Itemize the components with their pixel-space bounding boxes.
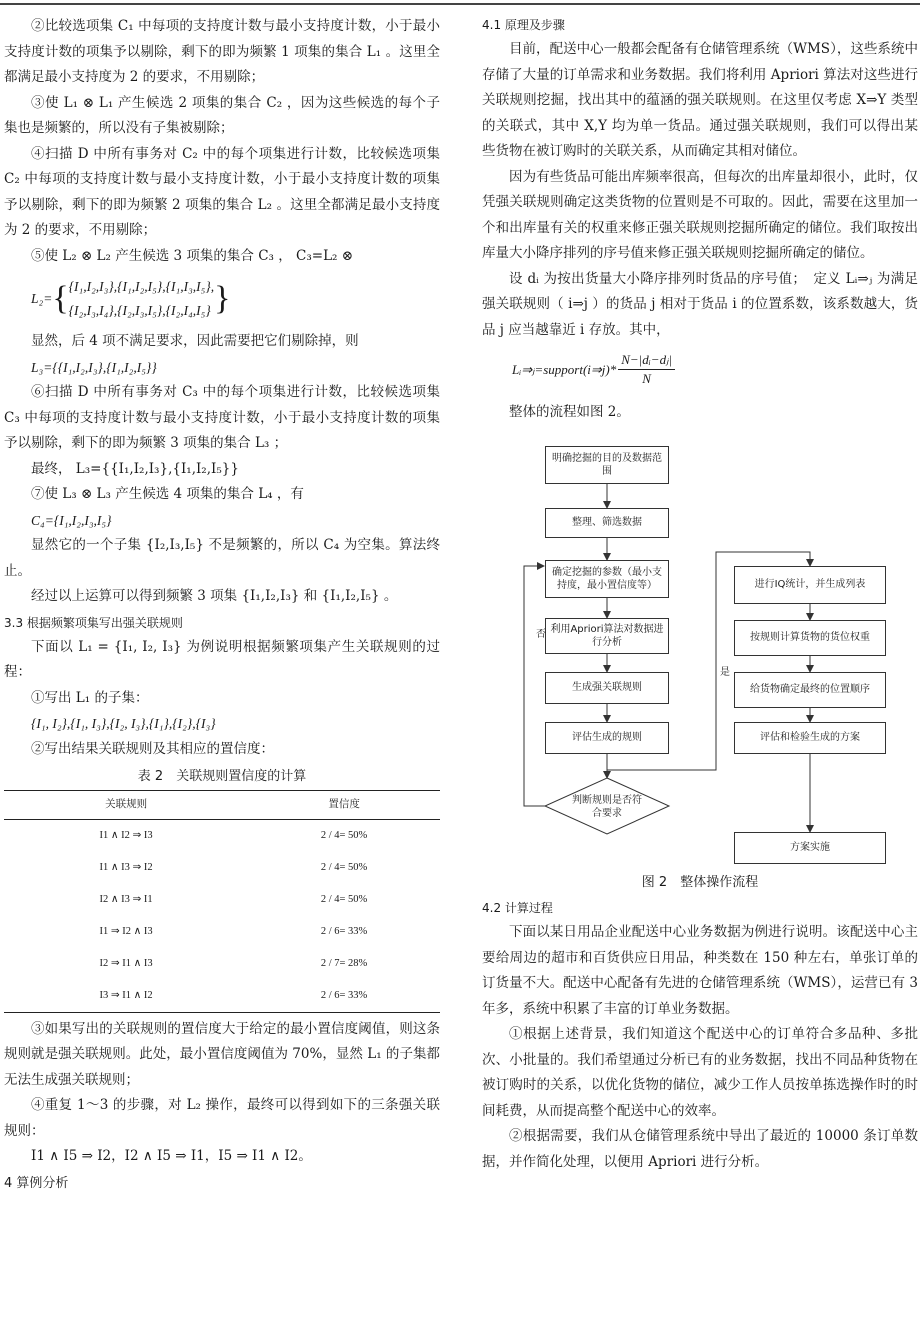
definition-paragraph: 设 dᵢ 为按出货量大小降序排列时货品的序号值； 定义 Lᵢ⇒ⱼ 为满足强关联规则（ i⇒j ）的货品 j 相对于货品 i 的位置系数，该系数越大，货品 j 应当越靠近 i 存放。其中， bbox=[482, 270, 918, 338]
confidence-cell: 2 / 4= 50% bbox=[320, 861, 368, 873]
page-top-rule bbox=[0, 3, 920, 5]
c4-equation: C₄={I₁,I₂,I₃,I₅} bbox=[31, 512, 112, 528]
flow-box-apriori: 利用Apriori算法对数据进行分析 bbox=[545, 618, 669, 654]
l3-equation: L₃={{I₁,I₂,I₃},{I₁,I₂,I₅}} bbox=[31, 359, 157, 375]
flow-box-implement: 方案实施 bbox=[734, 832, 886, 864]
no-label: 否 bbox=[536, 628, 546, 640]
table-row bbox=[4, 819, 440, 852]
flow-box-iq-stats: 进行IQ统计，并生成列表 bbox=[734, 566, 886, 604]
company-paragraph: 下面以某日用品企业配送中心业务数据为例进行说明。该配送中心主要给周边的超市和百货供应日用品，种类数在 150 种左右，单张订单的订货量不大。配送中心配备有先进的仓储管理系统（WMS），运营已有 3 年多，系统中积累了丰富的订单业务数据。 bbox=[482, 924, 918, 1017]
intro-paragraph: 下面以 L₁ = {I₁, I₂, I₃} 为例说明根据频繁项集产生关联规则的过程： bbox=[4, 638, 440, 680]
table-row bbox=[4, 916, 440, 948]
step-3-paragraph: ③使 L₁ ⊗ L₁ 产生候选 2 项集的集合 C₂ ，因为这些候选的每个子集也是频繁的，所以没有子集被剔除； bbox=[4, 94, 440, 136]
final-paragraph: 最终， L₃={{I₁,I₂,I₃},{I₁,I₂,I₅}} bbox=[31, 460, 239, 477]
confidence-step-paragraph: ②写出结果关联规则及其相应的置信度： bbox=[31, 740, 274, 757]
confidence-cell: 2 / 4= 50% bbox=[320, 829, 368, 841]
empty-set-paragraph: 显然它的一个子集 {I₂,I₃,I₅} 不是频繁的，所以 C₄ 为空集。算法终止。 bbox=[4, 537, 440, 579]
weight-paragraph: 因为有些货品可能出库频率很高，但每次的出库量却很小，此时，仅凭强关联规则确定这类货物的位置则是不可取的。因此，需要在这里加一个和出库量有关的权重来修正强关联规则挖掘所确定的储位。我们取按出库量大小降序排列的序号值来修正强关联规则挖掘所确定的储位。 bbox=[482, 168, 918, 261]
rule-cell: I2 ⇒ I1 ∧ I3 bbox=[99, 957, 153, 969]
step-4-paragraph: ④扫描 D 中所有事务对 C₂ 中的每个项集进行计数，比较候选项集 C₂ 中每项的支持度计数与最小支持度计数，小于最小支持度计数的项集予以剔除，剩下的即为频繁 2 项集的集合 L₂ 。这里全都满足最小支持度为 2 的要求，不用剔除； bbox=[4, 145, 440, 238]
confidence-cell: 2 / 4= 50% bbox=[320, 893, 368, 905]
repeat-paragraph: ④重复 1～3 的步骤，对 L₂ 操作，最终可以得到如下的三条强关联规则： bbox=[4, 1097, 440, 1139]
l2-row-1: {I₁,I₂,I₃},{I₁,I₂,I₅},{I₁,I₃,I₅}, bbox=[68, 279, 215, 294]
remove-paragraph: 显然，后 4 项不满足要求，因此需要把它们剔除掉，则 bbox=[31, 333, 359, 349]
formula-denominator: N bbox=[642, 371, 651, 386]
table-row bbox=[4, 980, 440, 1013]
l2-row-2: {I₂,I₃,I₄},{I₂,I₃,I₅},{I₂,I₄,I₅} bbox=[68, 303, 211, 318]
result-paragraph: 经过以上运算可以得到频繁 3 项集 {I₁,I₂,I₃} 和 {I₁,I₂,I₅} 。 bbox=[31, 588, 398, 604]
flow-box-goal: 明确挖掘的目的及数据范围 bbox=[545, 446, 669, 484]
left-column bbox=[4, 14, 440, 1195]
wms-paragraph: 目前，配送中心一般都会配备有仓储管理系统（WMS），这些系统中存储了大量的订单需求和业务数据。我们将利用 Apriori 算法对这些进行关联规则挖掘，找出其中的蕴涵的强关联规则。在这里仅考虑 X⇒Y 类型的关联式，其中 X,Y 均为单一货品。通过强关联规则，我们可以得出某些货物在被订购时的关联关系，从而确定其相对储位。 bbox=[482, 41, 918, 159]
flow-box-parameters: 确定挖掘的参数（最小支持度，最小置信度等） bbox=[545, 560, 669, 598]
flow-box-evaluate-rules: 评估生成的规则 bbox=[545, 722, 669, 754]
section-4-heading: 4 算例分析 bbox=[4, 1175, 69, 1191]
table-row bbox=[4, 884, 440, 916]
confidence-table bbox=[4, 790, 440, 1013]
section-4-2-heading: 4.2 计算过程 bbox=[482, 901, 553, 915]
flow-box-evaluate-plan: 评估和检验生成的方案 bbox=[734, 722, 886, 754]
formula-fraction bbox=[618, 351, 675, 388]
figure-caption: 图 2 整体操作流程 bbox=[641, 874, 759, 890]
table-header-0: 关联规则 bbox=[4, 790, 248, 819]
yes-label: 是 bbox=[720, 666, 730, 678]
step-7-paragraph: ⑦使 L₃ ⊗ L₃ 产生候选 4 项集的集合 L₄ ，有 bbox=[31, 486, 304, 502]
step-6-paragraph: ⑥扫描 D 中所有事务对 C₃ 中的每个项集进行计数，比较候选项集 C₃ 中每项的支持度计数与最小支持度计数，小于最小支持度计数的项集予以剔除，剩下的即为频繁 3 项集的集合 L₃ ； bbox=[4, 384, 440, 451]
left-brace: { bbox=[52, 280, 69, 317]
rule-cell: I1 ⇒ I2 ∧ I3 bbox=[99, 925, 153, 937]
formula-numerator: N−|dᵢ−dⱼ| bbox=[618, 351, 675, 370]
table-row bbox=[4, 948, 440, 980]
confidence-cell: 2 / 6= 33% bbox=[320, 925, 368, 937]
flow-box-strong-rules: 生成强关联规则 bbox=[545, 672, 669, 704]
section-3-3-heading: 3.3 根据频繁项集写出强关联规则 bbox=[4, 615, 183, 630]
subset-step-paragraph: ①写出 L₁ 的子集： bbox=[31, 689, 149, 706]
right-column bbox=[482, 14, 918, 1175]
threshold-paragraph: ③如果写出的关联规则的置信度大于给定的最小置信度阈值，则这条规则就是强关联规则。此处，最小置信度阈值为 70%，显然 L₁ 的子集都无法生成强关联规则； bbox=[4, 1020, 440, 1088]
step-5-paragraph: ⑤使 L₂ ⊗ L₂ 产生候选 3 项集的集合 C₃ ， C₃=L₂ ⊗ bbox=[31, 247, 354, 264]
flowchart bbox=[482, 428, 918, 868]
rule-cell: I3 ⇒ I1 ∧ I2 bbox=[4, 980, 248, 1013]
table-row bbox=[4, 852, 440, 884]
decision-label: 判断规则是否符合要求 bbox=[572, 794, 642, 819]
step-2-paragraph: ②比较选项集 C₁ 中每项的支持度计数与最小支持度计数，小于最小支持度计数的项集予以剔除，剩下的即为频繁 1 项集的集合 L₁ 。这里全都满足最小支持度为 2 的要求，不用剔除； bbox=[4, 18, 440, 85]
rule-cell: I1 ∧ I2 ⇒ I3 bbox=[99, 829, 153, 841]
strong-rules-line: I1 ∧ I5 ⇒ I2，I2 ∧ I5 ⇒ I1，I5 ⇒ I1 ∧ I2。 bbox=[31, 1148, 312, 1164]
position-coefficient-formula bbox=[482, 351, 918, 388]
formula-lhs: Lᵢ⇒ⱼ=support(i⇒j)* bbox=[512, 361, 617, 377]
flow-intro-paragraph: 整体的流程如图 2。 bbox=[509, 404, 630, 420]
subsets-equation: {I₁, I₂},{I₁, I₃},{I₂, I₃},{I₁},{I₂},{I₃} bbox=[31, 716, 216, 731]
confidence-cell: 2 / 7= 28% bbox=[320, 957, 368, 969]
l2-rows bbox=[69, 275, 214, 323]
table-caption: 表 2 关联规则置信度的计算 bbox=[137, 769, 307, 784]
section-4-1-heading: 4.1 原理及步骤 bbox=[482, 18, 565, 32]
table-header-1: 置信度 bbox=[248, 790, 440, 819]
l2-equation bbox=[4, 275, 440, 323]
flow-box-weight: 按规则计算货物的货位权重 bbox=[734, 620, 886, 656]
export-paragraph: ②根据需要，我们从仓储管理系统中导出了最近的 10000 条订单数据，并作简化处理，以便用 Apriori 进行分析。 bbox=[482, 1128, 918, 1170]
flow-box-position-order: 给货物确定最终的位置顺序 bbox=[734, 672, 886, 708]
rule-cell: I2 ∧ I3 ⇒ I1 bbox=[99, 893, 153, 905]
flow-box-clean-data: 整理、筛选数据 bbox=[545, 508, 669, 538]
right-brace: } bbox=[214, 280, 231, 317]
background-paragraph: ①根据上述背景，我们知道这个配送中心的订单符合多品种、多批次、小批量的。我们希望通过分析已有的业务数据，找出不同品种货物在被订购时的关系，以优化货物的储位，减少工作人员按单拣选操作时的时间耗费，从而提高整个配送中心的效率。 bbox=[482, 1026, 918, 1119]
confidence-cell: 2 / 6= 33% bbox=[248, 980, 440, 1013]
l2-lhs: L₂= bbox=[31, 291, 53, 307]
rule-cell: I1 ∧ I3 ⇒ I2 bbox=[99, 861, 153, 873]
